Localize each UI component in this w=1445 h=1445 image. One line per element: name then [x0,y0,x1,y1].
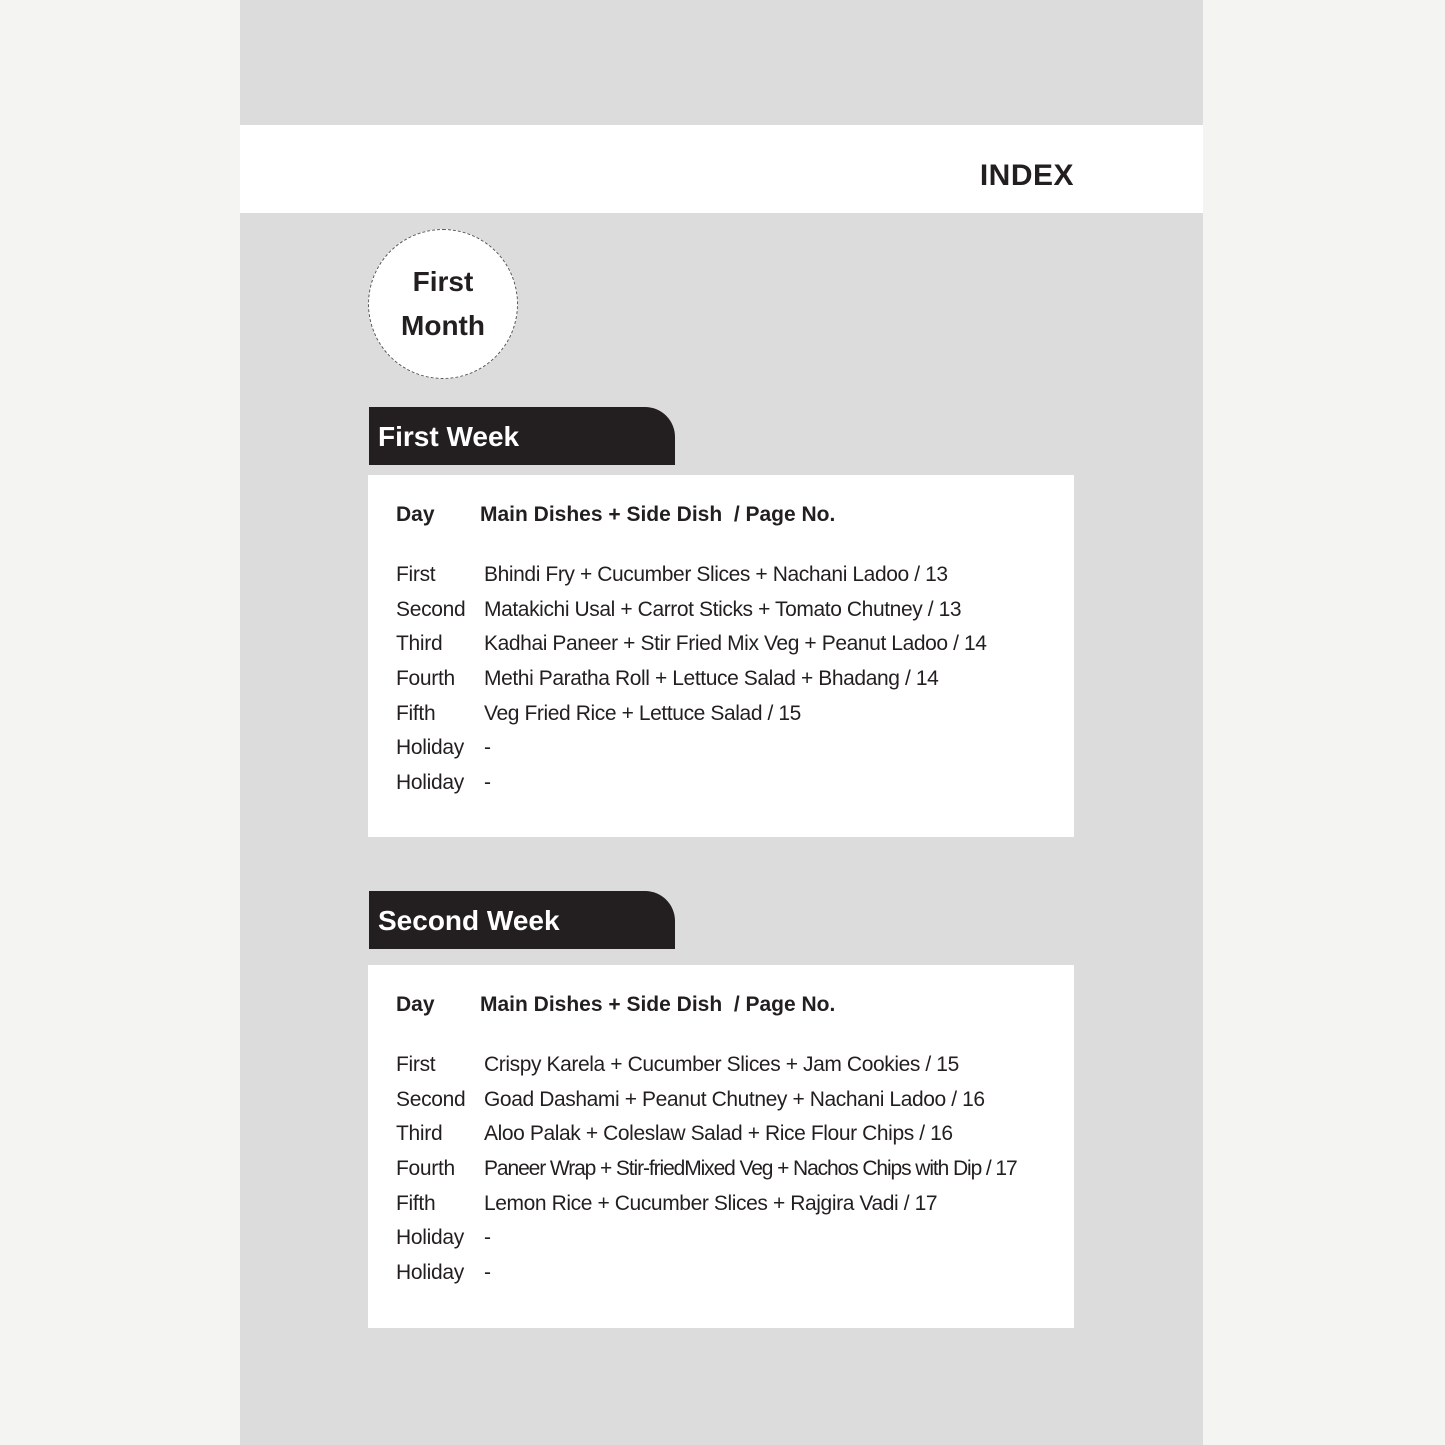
week-tab-second: Second Week [369,891,675,949]
row-day: Second [396,597,466,621]
week-card-second [368,965,1074,1328]
week-table-header [368,993,1074,1021]
table-row [368,1261,1074,1296]
row-menu: Kadhai Paneer + Stir Fried Mix Veg + Peanut Ladoo / 14 [484,632,987,656]
week-tab-first: First Week [369,407,675,465]
row-menu: - [484,771,491,795]
row-menu: Matakichi Usal + Carrot Sticks + Tomato Chutney / 13 [484,597,962,621]
row-menu: Crispy Karela + Cucumber Slices + Jam Cookies / 15 [484,1053,959,1076]
table-row [368,1088,1074,1123]
column-header-day: Day [396,503,435,526]
month-badge-line1: First [412,266,474,297]
table-row [368,632,1074,667]
row-day: Second [396,1087,466,1111]
row-day: First [396,563,436,586]
row-menu: - [484,1226,491,1250]
row-day: Fourth [396,1157,455,1181]
table-row [368,598,1074,633]
row-day: Fifth [396,1191,436,1215]
row-menu: Methi Paratha Roll + Lettuce Salad + Bhadang / 14 [484,667,939,691]
column-header-dishes: Main Dishes + Side Dish / Page No. [480,993,836,1016]
row-day: Third [396,632,443,656]
table-row [368,702,1074,737]
month-badge [368,229,518,379]
row-day: Fifth [396,701,436,725]
row-menu: - [484,1261,491,1285]
table-row [368,771,1074,806]
row-menu: Veg Fried Rice + Lettuce Salad / 15 [484,701,801,725]
table-row [368,1192,1074,1227]
table-row [368,736,1074,771]
column-header-day: Day [396,993,435,1016]
row-menu: Bhindi Fry + Cucumber Slices + Nachani Ladoo / 13 [484,563,948,586]
row-day: Third [396,1122,443,1146]
table-row [368,563,1074,598]
row-menu: Aloo Palak + Coleslaw Salad + Rice Flour Chips / 16 [484,1122,953,1146]
row-day: First [396,1053,436,1076]
index-page [240,0,1203,1445]
column-header-dishes: Main Dishes + Side Dish / Page No. [480,503,836,526]
row-menu: Goad Dashami + Peanut Chutney + Nachani Ladoo / 16 [484,1087,985,1111]
week-table-header [368,503,1074,531]
row-day: Holiday [396,1261,464,1285]
week-card-first [368,475,1074,837]
page-title: INDEX [979,159,1074,192]
month-badge-line2: Month [401,310,485,341]
row-menu: Paneer Wrap + Stir-friedMixed Veg + Nachos Chips with Dip / 17 [484,1157,1017,1181]
row-menu: Lemon Rice + Cucumber Slices + Rajgira Vadi / 17 [484,1191,938,1215]
table-row [368,1226,1074,1261]
week-table-rows [368,563,1074,806]
row-day: Fourth [396,667,455,691]
row-day: Holiday [396,1226,464,1250]
row-day: Holiday [396,736,464,760]
table-row [368,1122,1074,1157]
row-day: Holiday [396,771,464,795]
table-row [368,1157,1074,1192]
table-row [368,667,1074,702]
week-table-rows [368,1053,1074,1296]
table-row [368,1053,1074,1088]
row-menu: - [484,736,491,760]
index-header-band [240,125,1203,213]
